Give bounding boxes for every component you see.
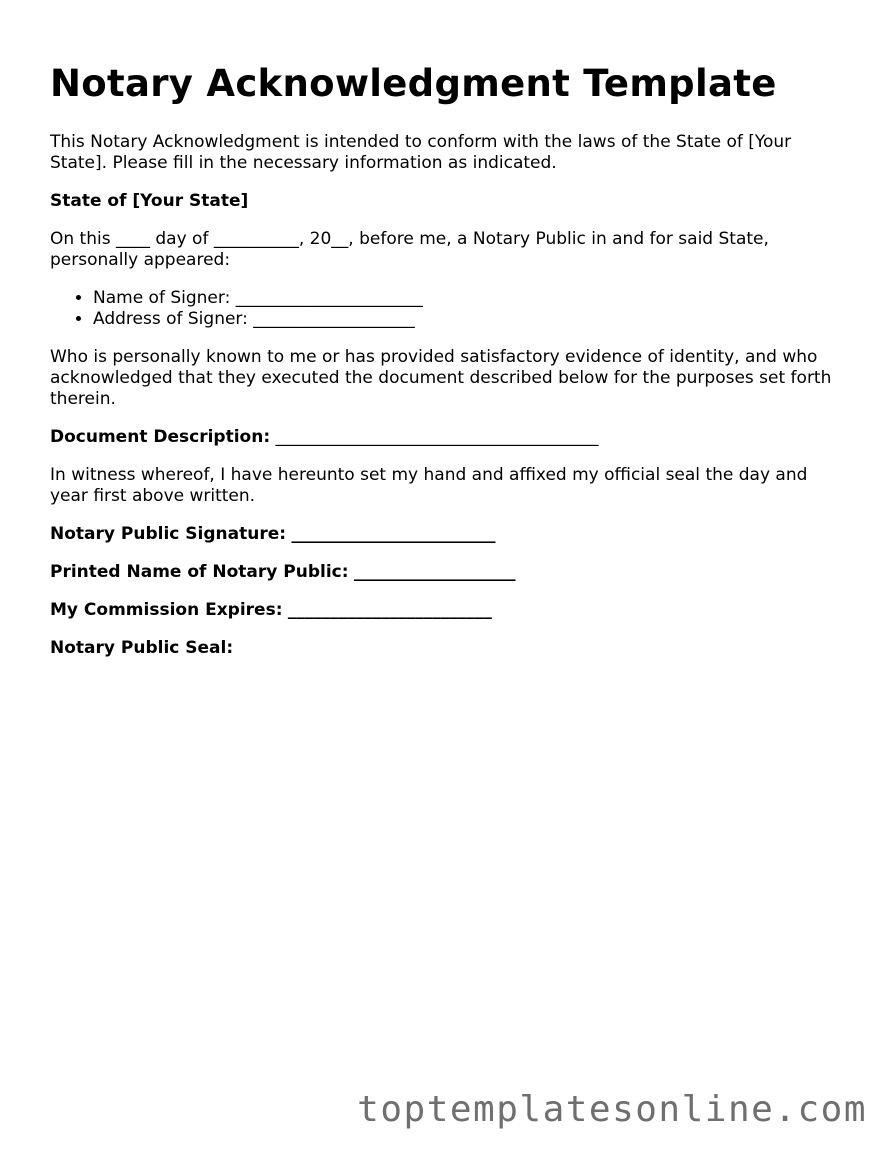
appearance-paragraph: On this ____ day of __________, 20__, before me, a Notary Public in and for said State, personally appeared: xyxy=(50,229,769,270)
document-description-blank: ______________________________________ xyxy=(275,427,599,447)
document-description-label: Document Description: xyxy=(50,427,271,447)
intro-paragraph: This Notary Acknowledgment is intended to conform with the laws of the State of [Your State]. Please fill in the necessary information as indicated. xyxy=(50,132,792,173)
commission-expires-blank: ________________________ xyxy=(287,600,492,620)
notary-signature-blank: ________________________ xyxy=(291,524,496,544)
commission-expires-line xyxy=(50,600,850,621)
page-title: Notary Acknowledgment Template xyxy=(50,62,777,105)
watermark-text: toptemplatesonline.com xyxy=(357,1089,867,1130)
notary-printed-name-line xyxy=(50,562,850,583)
signer-address-item: • Address of Signer: ___________________ xyxy=(93,309,850,330)
commission-expires-label: My Commission Expires: xyxy=(50,600,283,620)
signer-name-item: • Name of Signer: ______________________ xyxy=(93,288,850,309)
witness-paragraph: In witness whereof, I have hereunto set my hand and affixed my official seal the day and year first above written. xyxy=(50,465,808,506)
notary-seal-label: Notary Public Seal: xyxy=(50,638,234,658)
document-description-line xyxy=(50,427,850,448)
notary-printed-name-blank: ___________________ xyxy=(353,562,516,582)
signer-list xyxy=(50,288,850,330)
state-heading: State of [Your State] xyxy=(50,191,249,211)
notary-seal-line xyxy=(50,638,850,659)
notary-signature-label: Notary Public Signature: xyxy=(50,524,287,544)
notary-signature-line xyxy=(50,524,850,545)
identity-paragraph: Who is personally known to me or has provided satisfactory evidence of identity, and who acknowledged that they executed the document described below for the purposes set forth therein. xyxy=(50,347,832,409)
document-page xyxy=(50,58,850,676)
notary-printed-name-label: Printed Name of Notary Public: xyxy=(50,562,349,582)
